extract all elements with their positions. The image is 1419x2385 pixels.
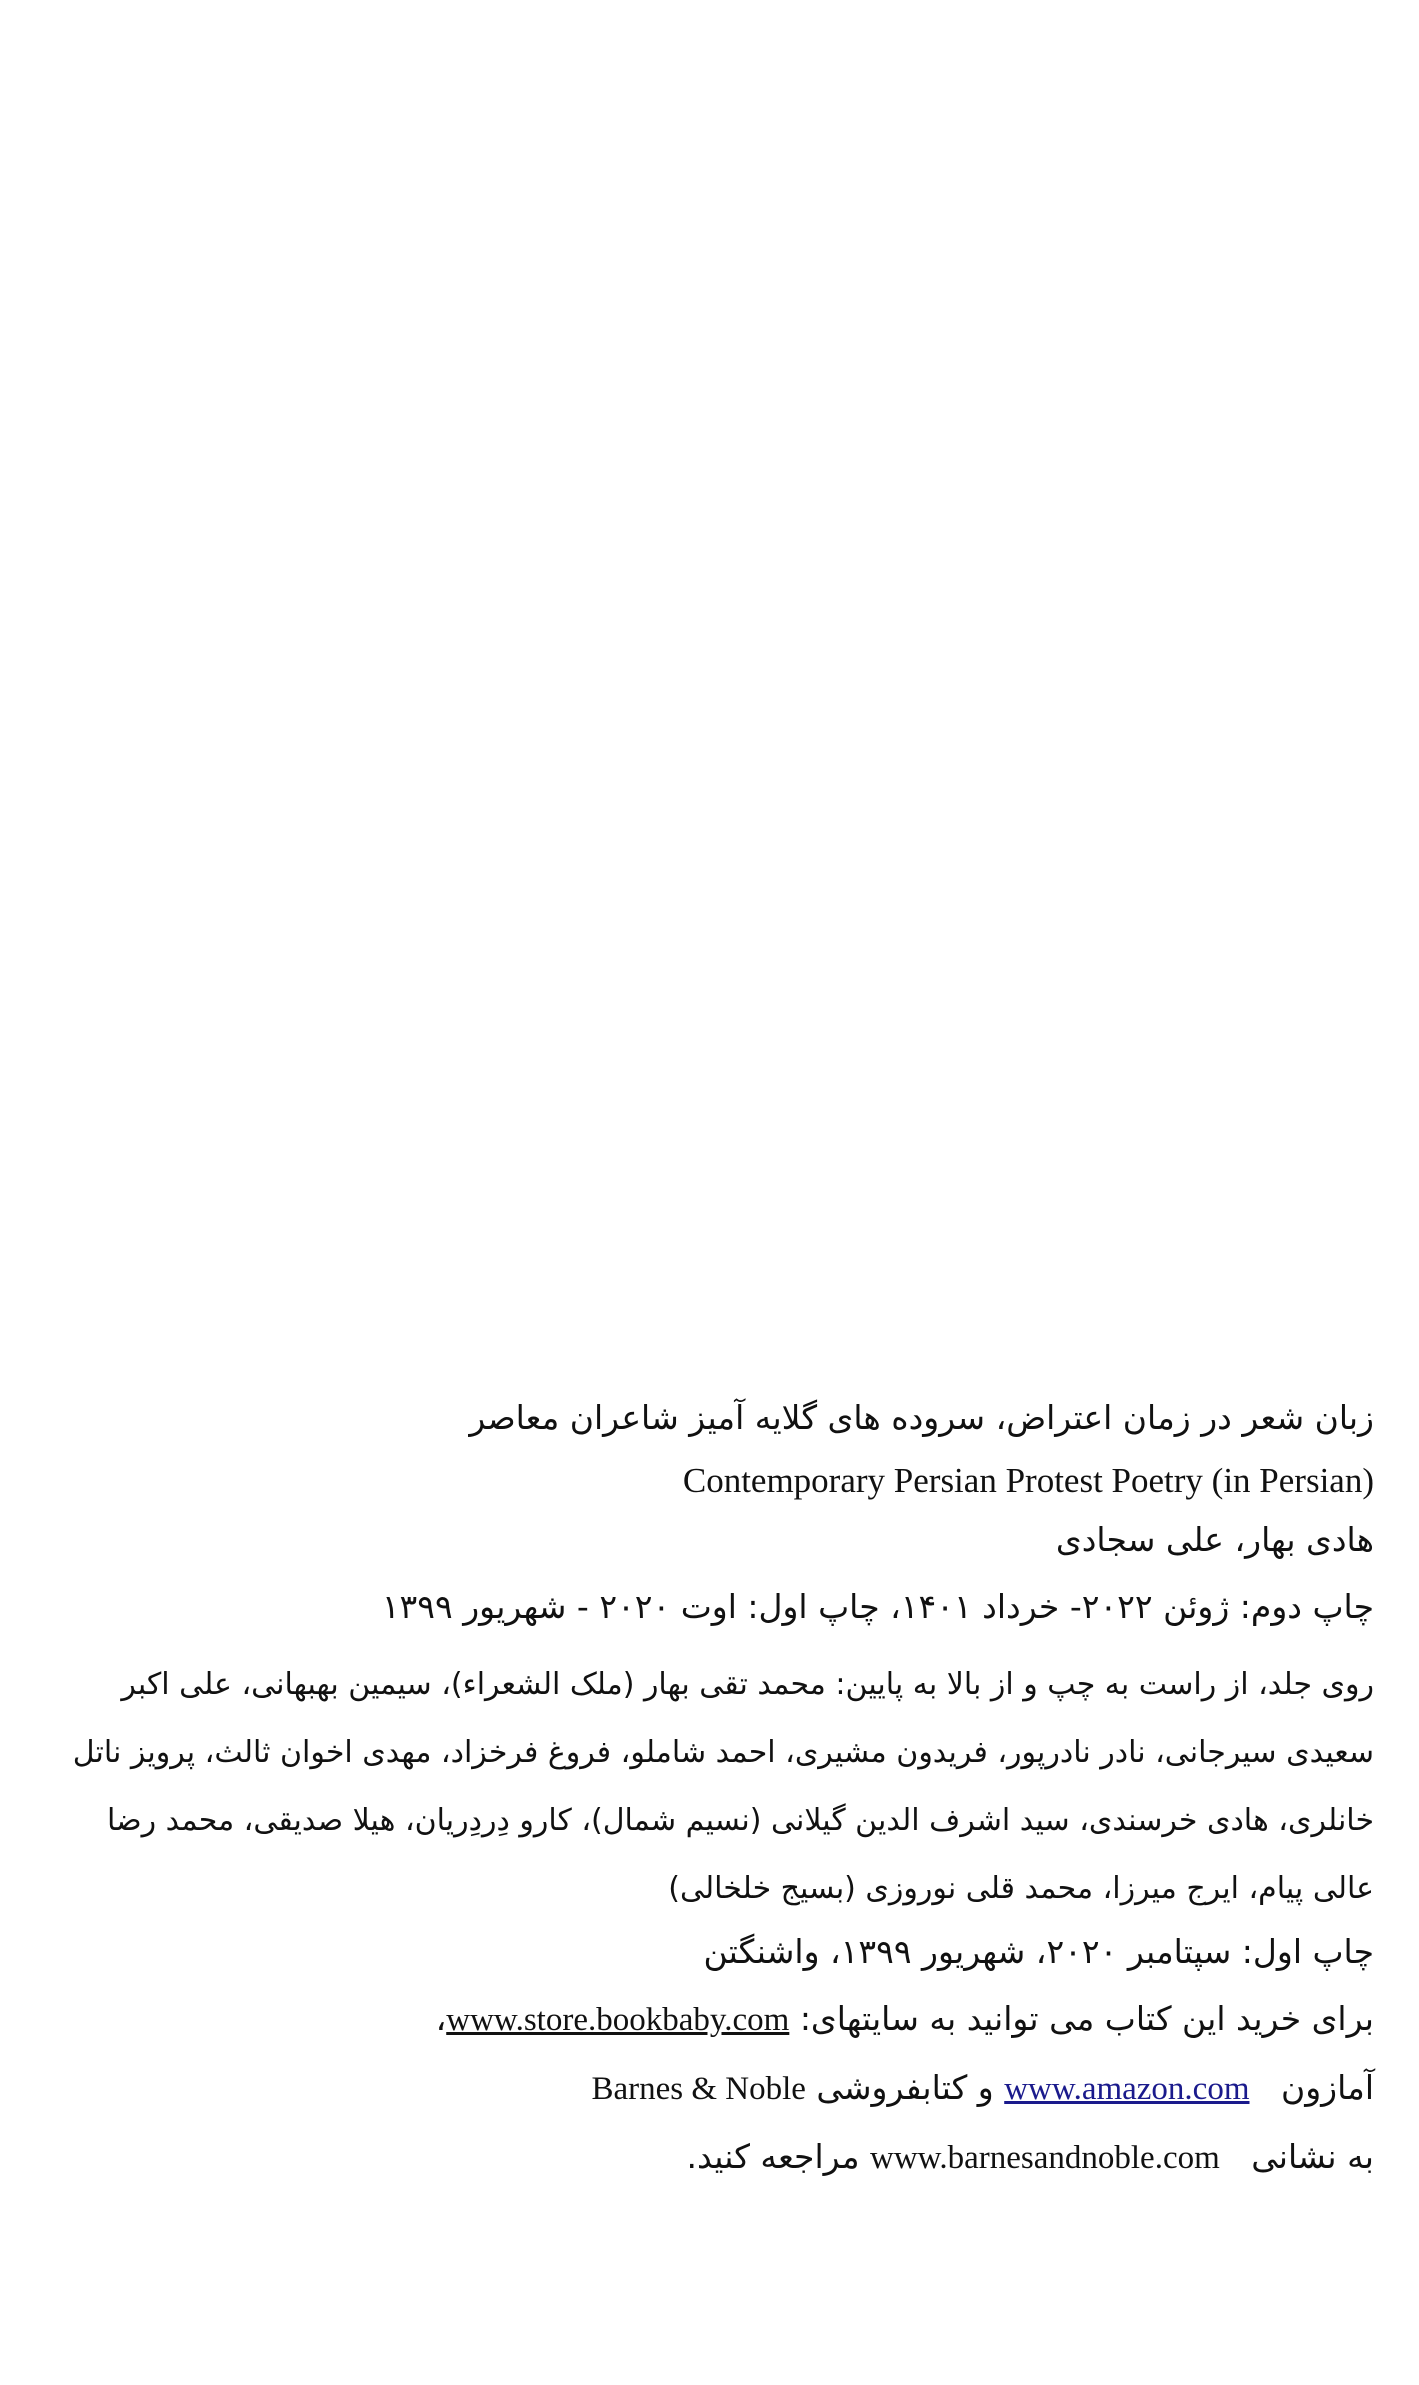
second-print-info: چاپ دوم: ژوئن ۲۰۲۲- خرداد ۱۴۰۱، چاپ اول: اوت ۲۰۲۰ - شهریور ۱۳۹۹ bbox=[381, 1587, 1374, 1626]
book-title-persian: زبان شعر در زمان اعتراض، سروده های گلایه آمیز شاعران معاصر bbox=[469, 1398, 1374, 1437]
barnes-noble-name: Barnes & Noble bbox=[591, 2071, 806, 2107]
purchase-line-2 bbox=[14, 2065, 1374, 2112]
cover-credits-line: روی جلد، از راست به چپ و از بالا به پایین: محمد تقی بهار (ملک الشعراء)، سیمین بهبهانی، علی اکبر bbox=[121, 1667, 1374, 1702]
purchase-separator: ، bbox=[435, 1999, 447, 2038]
first-print-info: چاپ اول: سپتامبر ۲۰۲۰، شهریور ۱۳۹۹، واشنگتن bbox=[703, 1932, 1374, 1971]
cover-credits bbox=[14, 1651, 1374, 1923]
authors: هادی بهار، علی سجادی bbox=[1055, 1520, 1374, 1559]
cover-credits-line: عالی پیام، ایرج میرزا، محمد قلی نوروزی (بسیج خلخالی) bbox=[668, 1871, 1374, 1906]
book-title-english: Contemporary Persian Protest Poetry (in Persian) bbox=[682, 1461, 1374, 1500]
to-address: به نشانی bbox=[1251, 2137, 1374, 2176]
barnes-noble-url: www.barnesandnoble.com bbox=[870, 2140, 1220, 2176]
purchase-line-1 bbox=[14, 1996, 1374, 2043]
cover-credits-line: سعیدی سیرجانی، نادر نادرپور، فریدون مشیری، احمد شاملو، فروغ فرخزاد، مهدی اخوان ثالث، پرویز ناتل bbox=[72, 1735, 1374, 1770]
refer-text: مراجعه کنید. bbox=[686, 2137, 860, 2176]
amazon-link[interactable]: www.amazon.com bbox=[1004, 2071, 1250, 2107]
bookbaby-link[interactable]: www.store.bookbaby.com bbox=[446, 2002, 790, 2038]
purchase-intro: برای خرید این کتاب می توانید به سایتهای: bbox=[799, 1999, 1374, 2038]
and-bookstore: و کتابفروشی bbox=[816, 2068, 994, 2107]
amazon-label: آمازون bbox=[1280, 2068, 1374, 2107]
purchase-line-3 bbox=[14, 2134, 1374, 2181]
cover-credits-line: خانلری، هادی خرسندی، سید اشرف الدین گیلانی (نسیم شمال)، کارو دِردِریان، هیلا صدیقی، محمد رضا bbox=[106, 1803, 1374, 1838]
colophon bbox=[14, 1395, 1374, 2181]
